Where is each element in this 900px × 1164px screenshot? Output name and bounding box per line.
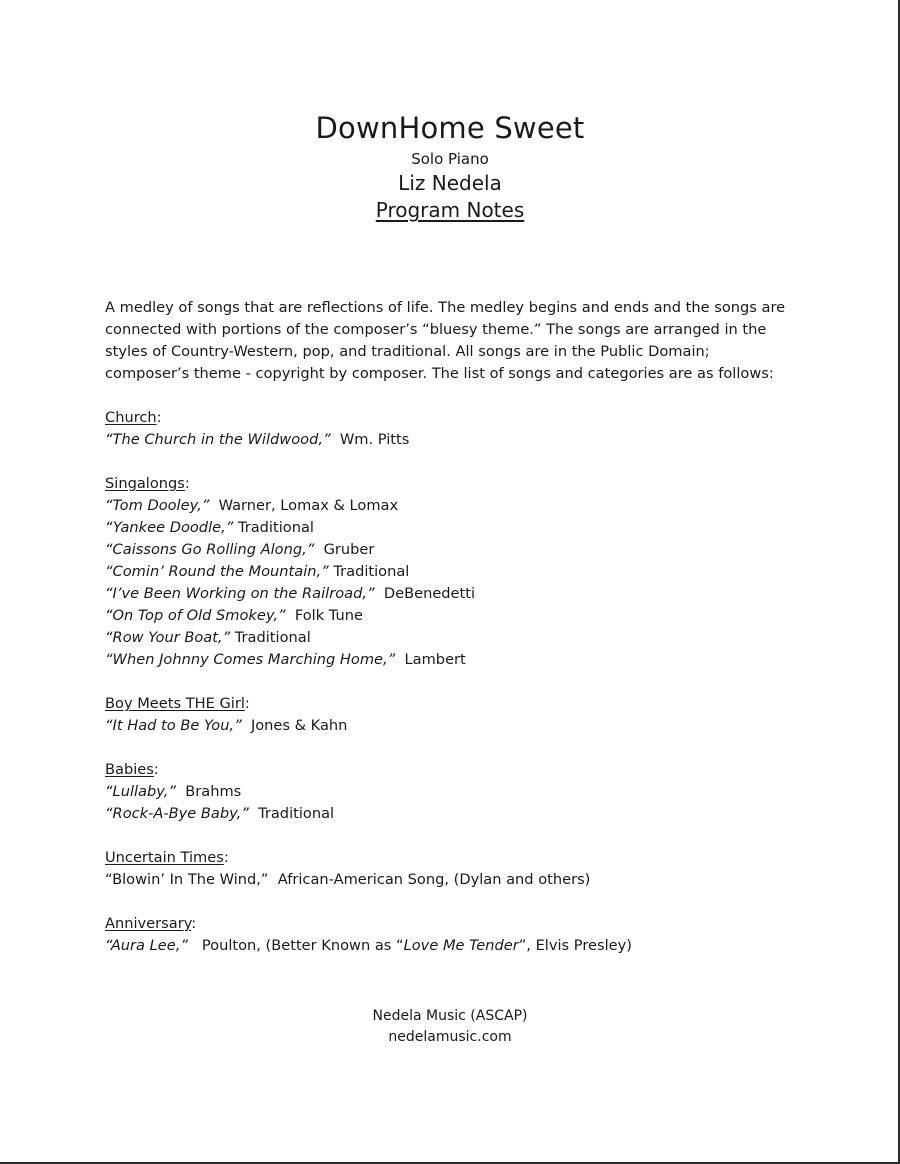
document-title: DownHome Sweet xyxy=(315,111,585,145)
song-line xyxy=(105,781,795,803)
song-credit-suffix: ”, Elvis Presley) xyxy=(518,937,632,954)
document-header xyxy=(0,110,900,224)
song-line xyxy=(105,495,795,517)
song-title: “Tom Dooley,” xyxy=(105,497,210,514)
song-line xyxy=(105,605,795,627)
song-title: “Caissons Go Rolling Along,” xyxy=(105,541,315,558)
instrumentation: Solo Piano xyxy=(411,150,489,168)
song-title: “Aura Lee,” xyxy=(105,937,188,954)
program-notes-heading: Program Notes xyxy=(375,198,525,222)
song-credit: Folk Tune xyxy=(294,607,363,624)
section-heading: Anniversary: xyxy=(105,915,197,932)
song-credit: Traditional xyxy=(237,519,314,536)
song-title: “Comin’ Round the Mountain,” xyxy=(105,563,329,580)
song-credit: Traditional xyxy=(333,563,410,580)
song-title: “Yankee Doodle,” xyxy=(105,519,234,536)
song-credit: Jones & Kahn xyxy=(250,717,348,734)
song-credit: Warner, Lomax & Lomax xyxy=(218,497,399,514)
song-credit: African-American Song, (Dylan and others) xyxy=(277,871,591,888)
song-line xyxy=(105,517,795,539)
section-heading: Babies: xyxy=(105,761,159,778)
composer-name: Liz Nedela xyxy=(398,171,502,195)
song-credit-prefix: Poulton, (Better Known as “ xyxy=(201,937,404,954)
song-credit-italic: Love Me Tender xyxy=(403,937,519,954)
song-line xyxy=(105,649,795,671)
publisher-website: nedelamusic.com xyxy=(388,1029,512,1045)
song-title: “I’ve Been Working on the Railroad,” xyxy=(105,585,375,602)
section-babies xyxy=(105,759,795,825)
section-church xyxy=(105,407,795,451)
intro-paragraph: A medley of songs that are reflections of life. The medley begins and ends and the songs are connected with portions of the composer’s “bluesy theme.” The songs are arranged in the styles of Country-Western, pop, and traditional. All songs are in the Public Domain; composer’s theme - copyright by composer. The list of songs and categories are as follows: xyxy=(105,299,786,382)
section-anniversary xyxy=(105,913,795,957)
song-credit: Lambert xyxy=(404,651,466,668)
song-line xyxy=(105,627,795,649)
section-singalongs xyxy=(105,473,795,671)
song-title: “Lullaby,” xyxy=(105,783,176,800)
document-footer xyxy=(0,1006,900,1048)
section-uncertain-times xyxy=(105,847,795,891)
song-line xyxy=(105,429,795,451)
song-title: “The Church in the Wildwood,” xyxy=(105,431,331,448)
song-line xyxy=(105,561,795,583)
publisher-name: Nedela Music (ASCAP) xyxy=(372,1008,528,1024)
song-line xyxy=(105,869,795,891)
song-title: “On Top of Old Smokey,” xyxy=(105,607,286,624)
section-heading: Boy Meets THE Girl: xyxy=(105,695,250,712)
song-line xyxy=(105,715,795,737)
song-credit: Traditional xyxy=(234,629,311,646)
song-title: “Blowin’ In The Wind,” xyxy=(105,871,269,888)
song-line xyxy=(105,583,795,605)
song-line xyxy=(105,539,795,561)
program-notes-body xyxy=(105,297,795,979)
song-line xyxy=(105,935,795,957)
song-title: “Rock-A-Bye Baby,” xyxy=(105,805,249,822)
section-heading: Church: xyxy=(105,409,162,426)
song-title: “When Johnny Comes Marching Home,” xyxy=(105,651,396,668)
section-heading: Singalongs: xyxy=(105,475,190,492)
section-heading: Uncertain Times: xyxy=(105,849,229,866)
song-credit: Traditional xyxy=(258,805,335,822)
song-credit: Gruber xyxy=(323,541,375,558)
song-title: “Row Your Boat,” xyxy=(105,629,231,646)
song-line xyxy=(105,803,795,825)
song-credit: DeBenedetti xyxy=(383,585,476,602)
song-credit: Wm. Pitts xyxy=(339,431,410,448)
section-boy-meets-the-girl xyxy=(105,693,795,737)
song-title: “It Had to Be You,” xyxy=(105,717,242,734)
song-credit: Brahms xyxy=(185,783,242,800)
